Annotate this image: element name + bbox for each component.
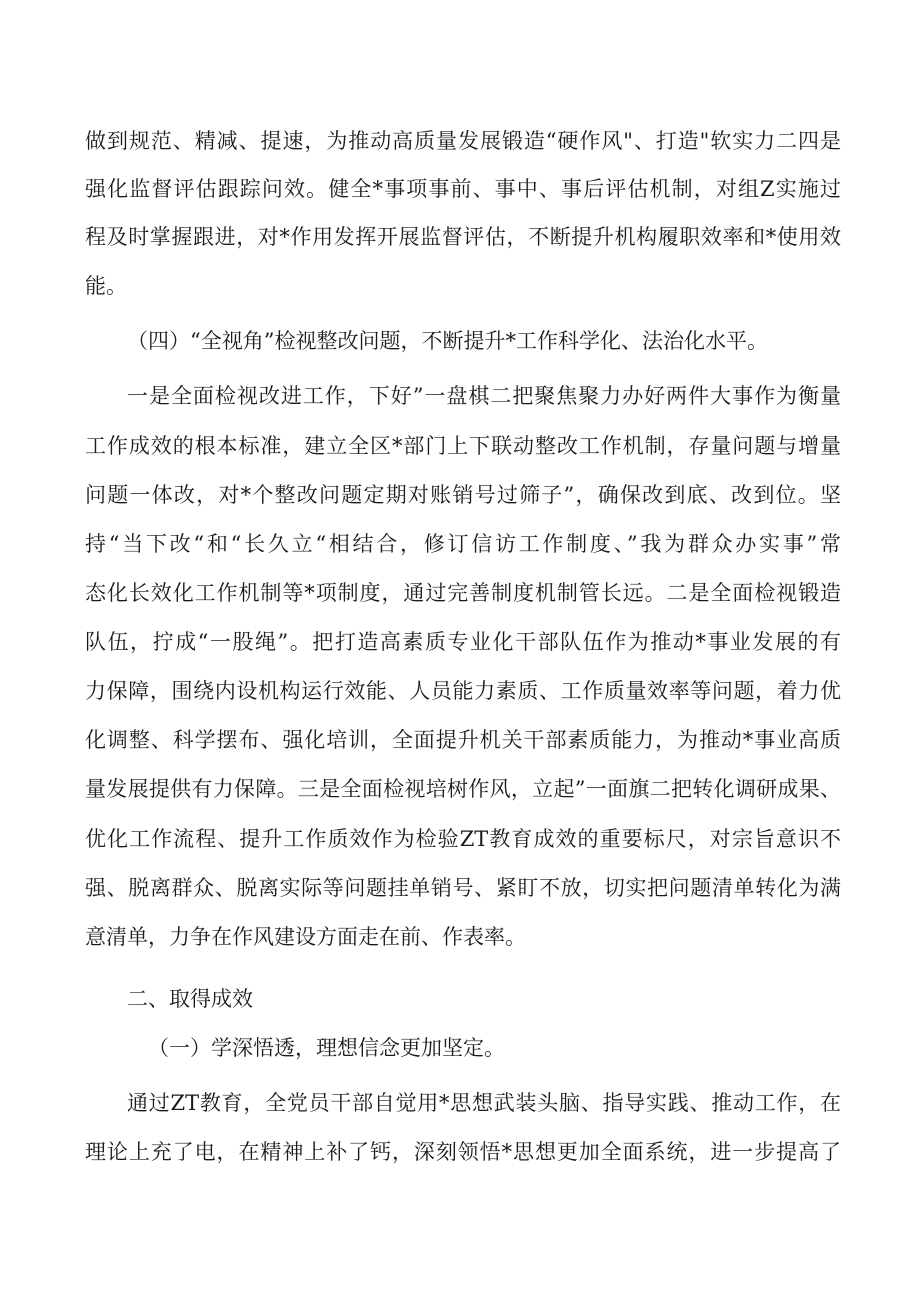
text-line: 量发展提供有力保障。三是全面检视培树作风，立起”一面旗二把转化调研成果、 [85,777,841,801]
text-line: 做到规范、精减、提速，为推动高质量发展锻造“硬作风"、打造"软实力二四是 [85,129,841,153]
text-line: 通过ZT教育，全党员干部自觉用*思想武装头脑、指导实践、推动工作，在 [127,1091,841,1115]
text-line: 一是全面检视改进工作，下好”一盘棋二把聚焦聚力办好两件大事作为衡量 [127,384,841,408]
text-line: 持“当下改“和“长久立“相结合，修订信访工作制度、”我为群众办实事”常 [85,532,841,556]
text-line: 能。 [85,274,127,298]
text-line: 理论上充了电，在精神上补了钙，深刻领悟*思想更加全面系统，进一步提高了 [85,1140,841,1164]
text-line: 工作成效的根本标准，建立全区*部门上下联动整改工作机制，存量问题与增量 [85,434,841,458]
text-line: 力保障，围绕内设机构运行效能、人员能力素质、工作质量效率等问题，着力优 [85,679,841,703]
text-line: 强、脱离群众、脱离实际等问题挂单销号、紧盯不放，切实把问题清单转化为满 [85,876,841,900]
section-title: 二、取得成效 [127,987,253,1011]
text-line: 优化工作流程、提升工作质效作为检验ZT教育成效的重要标尺，对宗旨意识不 [85,827,841,851]
text-line: 问题一体改，对*个整改问题定期对账销号过筛子”，确保改到底、改到位。坚 [85,483,841,507]
text-line: 强化监督评估跟踪问效。健全*事项事前、事中、事后评估机制，对组Z实施过 [85,177,841,201]
text-line: 队伍，拧成“一股绳”。把打造高素质专业化干部队伍作为推动*事业发展的有 [85,630,841,654]
text-line: 程及时掌握跟进，对*作用发挥开展监督评估，不断提升机构履职效率和*使用效 [85,225,841,249]
subsection-title: （一）学深悟透，理想信念更加坚定。 [148,1036,505,1060]
section-heading-4: （四）“全视角”检视整改问题，不断提升*工作科学化、法治化水平。 [127,329,768,353]
text-line: 态化长效化工作机制等*项制度，通过完善制度机制管长远。二是全面检视锻造 [85,581,841,605]
text-line: 意清单，力争在作风建设方面走在前、作表率。 [85,925,526,949]
text-line: 化调整、科学摆布、强化培训，全面提升机关干部素质能力，为推动*事业高质 [85,728,841,752]
